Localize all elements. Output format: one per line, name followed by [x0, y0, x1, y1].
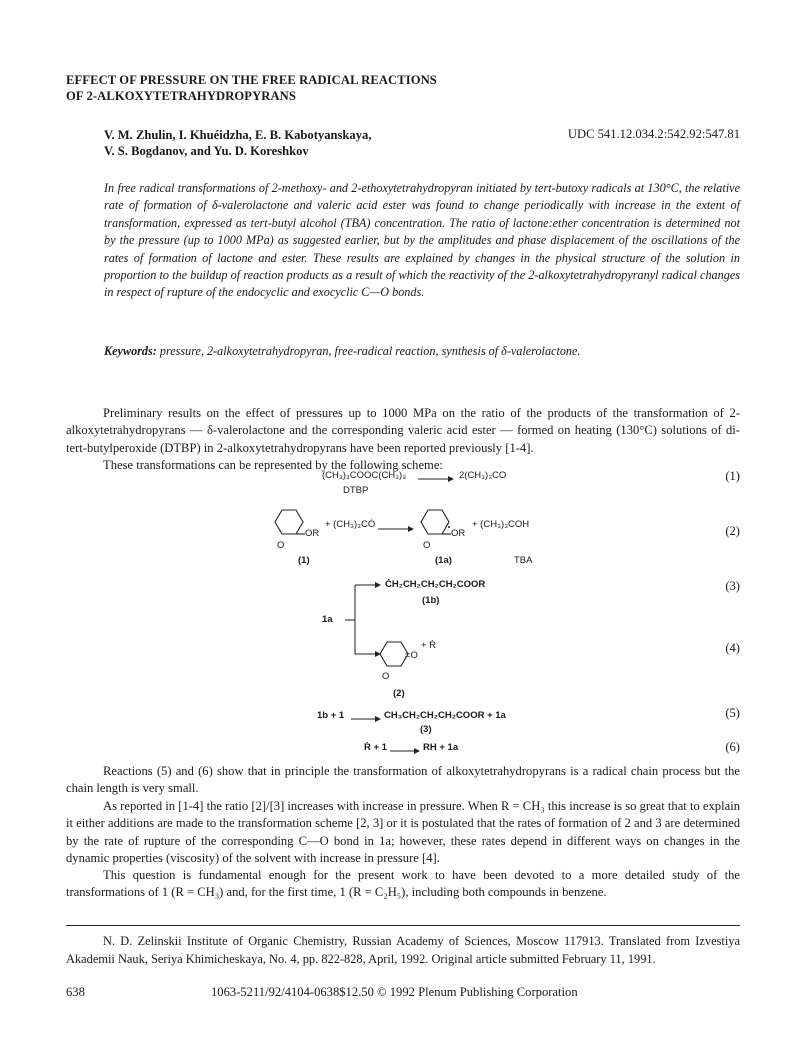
- keywords: [104, 344, 744, 359]
- thp-radical-ring-icon: [416, 508, 452, 542]
- eq2-number: (2): [725, 524, 740, 538]
- eq2-or-2: OR: [451, 528, 466, 539]
- intro-paragraph-text: Preliminary results on the effect of pressures up to 1000 MPa on the ratio of the products of the transformation of 2-alkoxytetrahydropyrans — δ-valerolactone and the corresponding valeric acid ester — formed on heating (130°C) solutions of di-tert-butylperoxide (DTBP) in 2-alkoxytetrahydropyrans have been reported previously [1-4].: [66, 406, 740, 455]
- eq6-number: (6): [725, 740, 740, 754]
- body-paragraph-2: [66, 798, 740, 867]
- eq3-number: (3): [725, 579, 740, 593]
- eq3-product: ĊH₂CH₂CH₂CH₂COOR: [385, 579, 486, 590]
- eq1-number: (1): [725, 469, 740, 483]
- eq6-reactants: Ṙ + 1: [364, 742, 387, 753]
- publication-info: 1063-5211/92/4104-0638$12.50 © 1992 Plenum Publishing Corporation: [211, 985, 578, 999]
- body-paragraph-2-text: As reported in [1-4] the ratio [2]/[3] increases with increase in pressure. When R = CH₃ this increase is so great that to explain it either additions are made to the transformation scheme [2, 3] or it is postulated that the rates of formation of 2 and 3 are determined by the rate of rupture of the corresponding C—O bond in 1a; however, these rates depend in different ways on changes in the dynamic properties (viscosity) of the solvent with increase in pressure [4].: [66, 799, 740, 865]
- authors-line-2: V. S. Bogdanov, and Yu. D. Koreshkov: [104, 144, 309, 158]
- eq2-label-1: (1): [298, 555, 310, 566]
- eq2-plus-radical: + (CH₃)₃CȮ: [325, 519, 376, 530]
- eq2-label-tba: TBA: [514, 555, 533, 566]
- authors-line-1: V. M. Zhulin, I. Khuéidzha, E. B. Kabotyanskaya,: [104, 128, 372, 142]
- eq4-plus-radical: + Ṙ: [421, 640, 437, 651]
- udc-code: UDC 541.12.034.2:542.92:547.81: [567, 127, 740, 141]
- abstract: In free radical transformations of 2-methoxy- and 2-ethoxytetrahydropyran initiated by tert-butoxy radicals at 130°C, the relative rate of formation of δ-valerolactone and valeric acid ester was found to change periodically with increase in the extent of transformation, expressed as tert-butyl alcohol (TBA) concentration. The ratio of lactone:ether concentration is determined not by the pressure (up to 1000 MPa) as suggested earlier, but by the amplitudes and phase displacement of the oscillations of the rates of formation of lactone and ester. These results are explained by changes in the physical structure of the solution in proportion to the buildup of reaction products as a result of which the reactivity of the 2-alkoxytetrahydropyranyl radical changes in respect of rupture of the endocyclic and exocyclic C—O bonds.: [104, 181, 740, 300]
- eq6-products: RH + 1a: [423, 742, 459, 753]
- eq1-reactant: (CH₃)₃COOC(CH₃)₃: [322, 470, 407, 481]
- footnote: [66, 933, 740, 968]
- footnote-rule: [66, 925, 740, 926]
- keywords-label: Keywords:: [104, 344, 157, 358]
- eq2-ring-o-2: O: [423, 540, 431, 551]
- eq4-ring-o: O: [382, 671, 390, 682]
- body-paragraph-1: [66, 763, 740, 798]
- eq2-or-1: OR: [305, 528, 320, 539]
- eq1-arrow: [418, 475, 454, 483]
- eq4-number: (4): [725, 641, 740, 655]
- body-paragraph-3: [66, 867, 740, 902]
- eq5-number: (5): [725, 706, 740, 720]
- eq5-arrow: [351, 715, 381, 723]
- eq2-label-1a: (1a): [435, 555, 452, 566]
- eq5-products: CH₃CH₂CH₂CH₂COOR + 1a: [384, 710, 506, 721]
- eq1-dtbp-label: DTBP: [343, 485, 369, 496]
- eq4-label: (2): [393, 688, 405, 699]
- title-line-1: EFFECT OF PRESSURE ON THE FREE RADICAL REACTIONS: [66, 73, 437, 87]
- eq6-arrow: [390, 747, 420, 755]
- body-paragraph-3-text: This question is fundamental enough for the present work to have been devoted to a more detailed study of the transformations of 1 (R = CH₃) and, for the first time, 1 (R = C₂H₅), including both compounds in benzene.: [66, 868, 740, 900]
- eq5-reactants: 1b + 1: [317, 710, 345, 721]
- keywords-text: pressure, 2-alkoxytetrahydropyran, free-radical reaction, synthesis of δ-valerolactone.: [159, 344, 581, 358]
- authors: [104, 127, 524, 159]
- intro-paragraph: [66, 405, 740, 457]
- eq1-product: 2(CH₃)₃CO: [459, 470, 507, 481]
- eq2-arrow: [378, 525, 414, 533]
- thp-ring-icon: [270, 508, 306, 542]
- eq2-plus-tba: + (CH₃)₃COH: [472, 519, 530, 530]
- eq2-ring-o-1: O: [277, 540, 285, 551]
- footnote-text: N. D. Zelinskii Institute of Organic Chemistry, Russian Academy of Sciences, Moscow 117913. Translated from Izvestiya Akademii Nauk, Seriya Khimicheskaya, No. 4, pp. 822-828, April, 1992. Original article submitted February 11, 1991.: [66, 934, 740, 966]
- page-number: 638: [66, 985, 85, 999]
- title-line-2: OF 2-ALKOXYTETRAHYDROPYRANS: [66, 89, 296, 103]
- eq3-label: (1b): [422, 595, 440, 606]
- article-title: [66, 72, 666, 104]
- scheme-intro-text: These transformations can be represented by the following scheme:: [103, 458, 443, 472]
- eq4-carbonyl: =O: [405, 650, 418, 661]
- body-paragraph-1-text: Reactions (5) and (6) show that in principle the transformation of alkoxytetrahydropyrans is a radical chain process but the chain length is very small.: [66, 764, 740, 796]
- eq5-label: (3): [420, 724, 432, 735]
- branch-source-1a: 1a: [322, 614, 333, 625]
